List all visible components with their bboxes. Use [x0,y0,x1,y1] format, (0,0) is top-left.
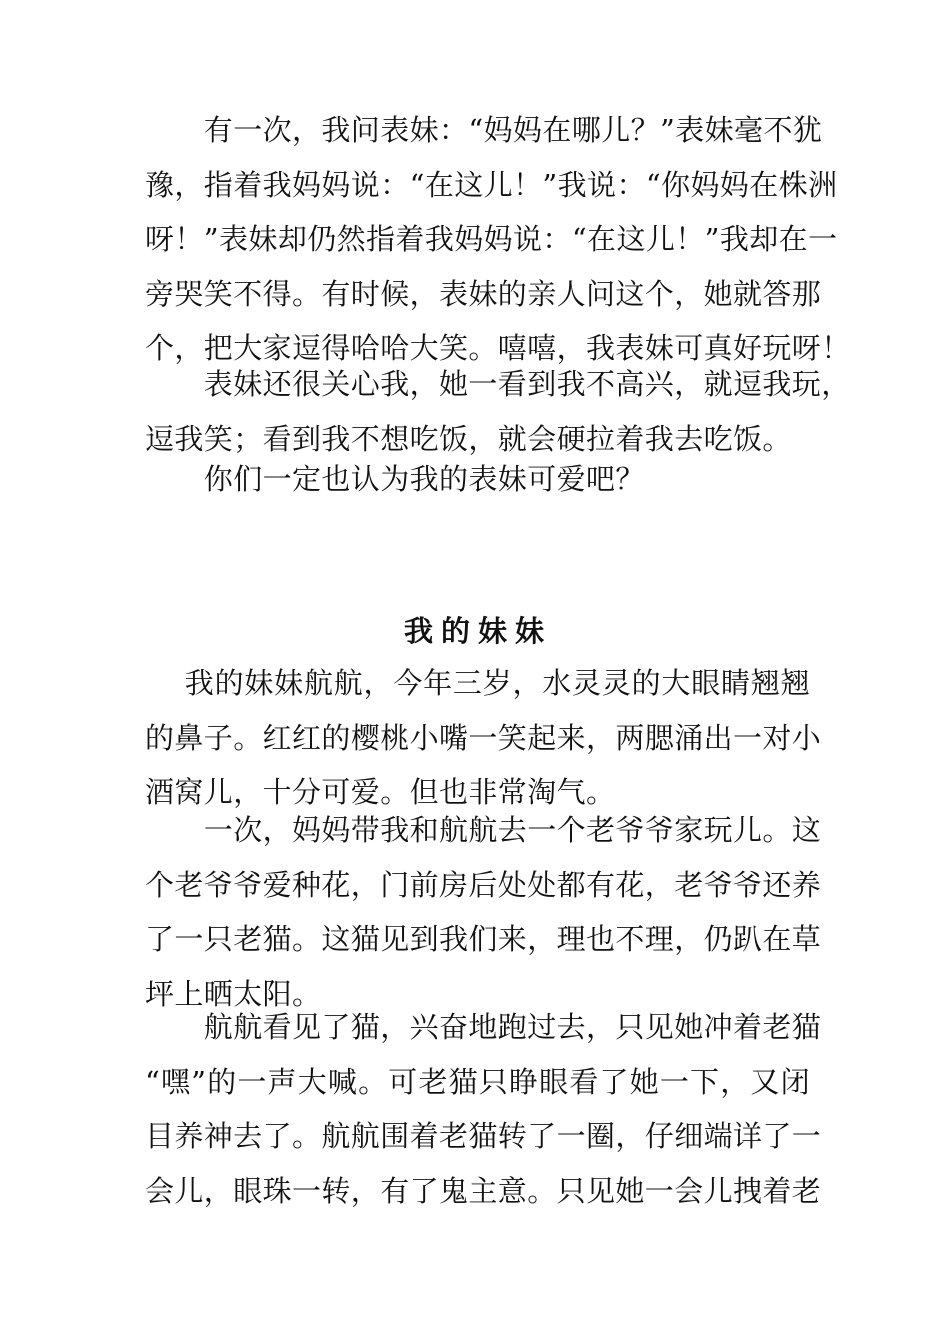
story1-paragraph-3 [145,452,810,507]
text-line: 酒窝儿，十分可爱。但也非常淘气。 [145,775,616,809]
text-line: 会儿，眼珠一转，有了鬼主意。只见她一会儿拽着老 [145,1173,822,1208]
text-line: 逗我笑；看到我不想吃饭，就会硬拉着我去吃饭。 [145,421,792,456]
story1-paragraph-1 [145,103,851,376]
text-line: 航航看见了猫，兴奋地跑过去，只见她冲着老猫 [145,1010,822,1044]
text-line: 有一次，我问表妹：“妈妈在哪儿？”表妹毫不犹 [145,113,823,147]
text-line: 我的妹妹航航，今年三岁，水灵灵的大眼睛翘翘 [145,666,810,700]
text-line: 一次，妈妈带我和航航去一个老爷爷家玩儿。这 [145,813,822,847]
story1-paragraph-2 [145,357,851,466]
text-line: 个，把大家逗得哈哈大笑。嘻嘻，我表妹可真好玩呀！ [145,331,851,365]
text-line: 表妹还很关心我，她一看到我不高兴，就逗我玩， [145,367,851,401]
text-line: “嘿”的一声大喊。可老猫只睁眼看了她一下，又闭 [145,1064,810,1099]
text-line: 坪上晒太阳。 [145,976,322,1011]
text-line: 了一只老猫。这猫见到我们来，理也不理，仍趴在草 [145,922,822,956]
story2-paragraph-3 [145,1000,822,1218]
text-line: 的鼻子。红红的樱桃小嘴一笑起来，两腮涌出一对小 [145,720,822,755]
text-line: 个老爷爷爱种花，门前房后处处都有花，老爷爷还养 [145,867,822,902]
text-line: 豫，指着我妈妈说：“在这儿！”我说：“你妈妈在株洲 [145,167,838,202]
story2-paragraph-1 [145,656,822,820]
text-line: 呀！”表妹却仍然指着我妈妈说：“在这儿！”我却在一 [145,222,838,256]
story-title: 我的妹妹 [403,614,552,648]
text-line: 目养神去了。航航围着老猫转了一圈，仔细端详了一 [145,1119,822,1153]
story2-paragraph-2 [145,803,822,1021]
text-line: 旁哭笑不得。有时候，表妹的亲人问这个，她就答那 [145,276,822,311]
text-line: 你们一定也认为我的表妹可爱吧？ [145,462,645,496]
